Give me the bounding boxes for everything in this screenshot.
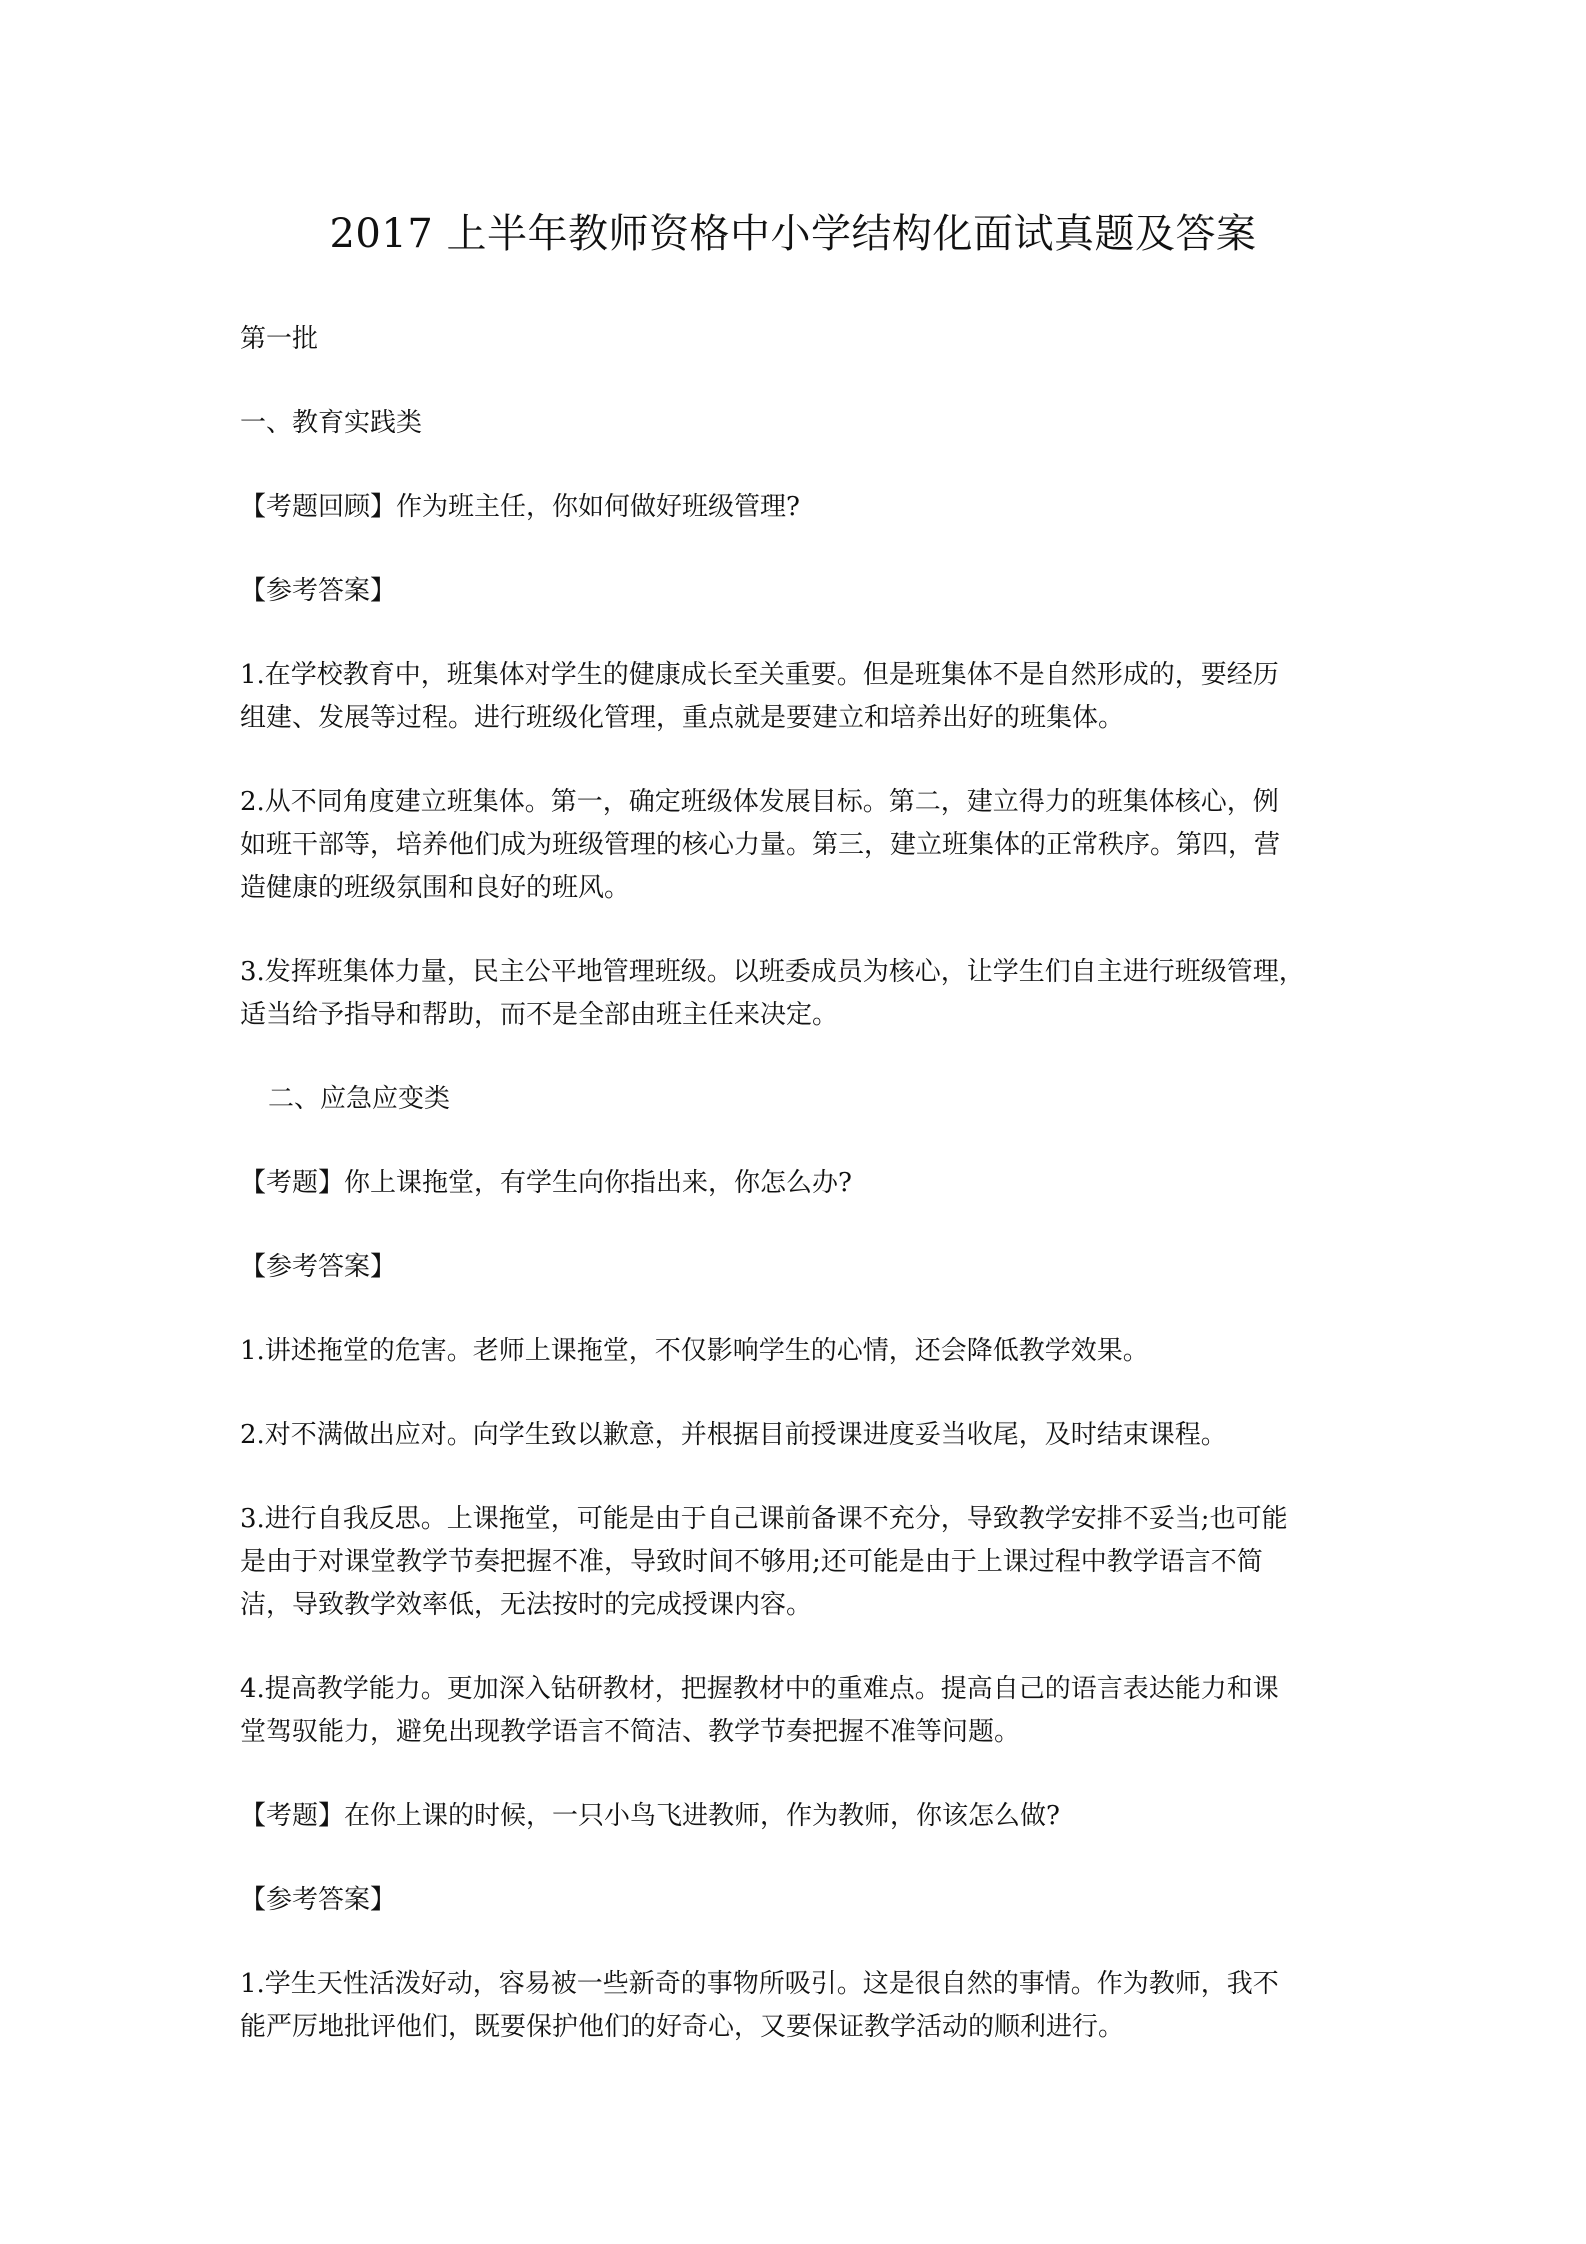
section-heading	[240, 1078, 1350, 1121]
text-line: 是由于对课堂教学节奏把握不准，导致时间不够用;还可能是由于上课过程中教学语言不简	[240, 1547, 1263, 1577]
paragraph	[240, 654, 1350, 740]
text-line: 【考题回顾】作为班主任，你如何做好班级管理?	[240, 492, 800, 522]
paragraph	[240, 1963, 1350, 2049]
answer-heading	[240, 1246, 1350, 1289]
text-line: 适当给予指导和帮助，而不是全部由班主任来决定。	[240, 1000, 839, 1030]
document-title: 2017 上半年教师资格中小学结构化面试真题及答案	[329, 211, 1257, 257]
text-line: 造健康的班级氛围和良好的班风。	[240, 873, 631, 903]
question	[240, 1795, 1350, 1838]
section-heading	[240, 402, 1350, 445]
question	[240, 486, 1350, 529]
text-line: 能严厉地批评他们，既要保护他们的好奇心，又要保证教学活动的顺利进行。	[240, 2012, 1125, 2042]
text-line: 【参考答案】	[240, 576, 397, 606]
text-line: 洁，导致教学效率低，无法按时的完成授课内容。	[240, 1590, 813, 1620]
text-line: 4.提高教学能力。更加深入钻研教材，把握教材中的重难点。提高自己的语言表达能力和课	[240, 1674, 1279, 1704]
text-line: 【考题】在你上课的时候，一只小鸟飞进教师，作为教师，你该怎么做?	[240, 1801, 1060, 1831]
text-line: 【考题】你上课拖堂，有学生向你指出来，你怎么办?	[240, 1168, 852, 1198]
paragraph	[240, 951, 1350, 1037]
text-line: 3.发挥班集体力量，民主公平地管理班级。以班委成员为核心，让学生们自主进行班级管理，	[240, 957, 1305, 987]
text-line: 如班干部等，培养他们成为班级管理的核心力量。第三，建立班集体的正常秩序。第四，营	[240, 830, 1281, 860]
paragraph	[240, 1668, 1350, 1754]
text-line: 1.学生天性活泼好动，容易被一些新奇的事物所吸引。这是很自然的事情。作为教师，我不	[240, 1969, 1279, 1999]
paragraph	[240, 1498, 1350, 1627]
document-body	[240, 318, 1350, 2090]
text-line: 3.进行自我反思。上课拖堂，可能是由于自己课前备课不充分，导致教学安排不妥当;也可能	[240, 1504, 1288, 1534]
text-line: 一、教育实践类	[240, 408, 423, 438]
paragraph	[240, 781, 1350, 910]
answer-heading	[240, 1879, 1350, 1922]
paragraph	[240, 1330, 1350, 1373]
text-line: 2.从不同角度建立班集体。第一，确定班级体发展目标。第二，建立得力的班集体核心，例	[240, 787, 1279, 817]
text-line: 二、应急应变类	[268, 1084, 451, 1114]
text-line: 【参考答案】	[240, 1252, 397, 1282]
text-line: 【参考答案】	[240, 1885, 397, 1915]
text-line: 1.在学校教育中，班集体对学生的健康成长至关重要。但是班集体不是自然形成的，要经历	[240, 660, 1279, 690]
text-line: 2.对不满做出应对。向学生致以歉意，并根据目前授课进度妥当收尾，及时结束课程。	[240, 1420, 1227, 1450]
answer-heading	[240, 570, 1350, 613]
question	[240, 1162, 1350, 1205]
text-line: 第一批	[240, 324, 319, 354]
paragraph	[240, 318, 1350, 361]
paragraph	[240, 1414, 1350, 1457]
text-line: 堂驾驭能力，避免出现教学语言不简洁、教学节奏把握不准等问题。	[240, 1717, 1021, 1747]
text-line: 组建、发展等过程。进行班级化管理，重点就是要建立和培养出好的班集体。	[240, 703, 1125, 733]
text-line: 1.讲述拖堂的危害。老师上课拖堂，不仅影响学生的心情，还会降低教学效果。	[240, 1336, 1149, 1366]
